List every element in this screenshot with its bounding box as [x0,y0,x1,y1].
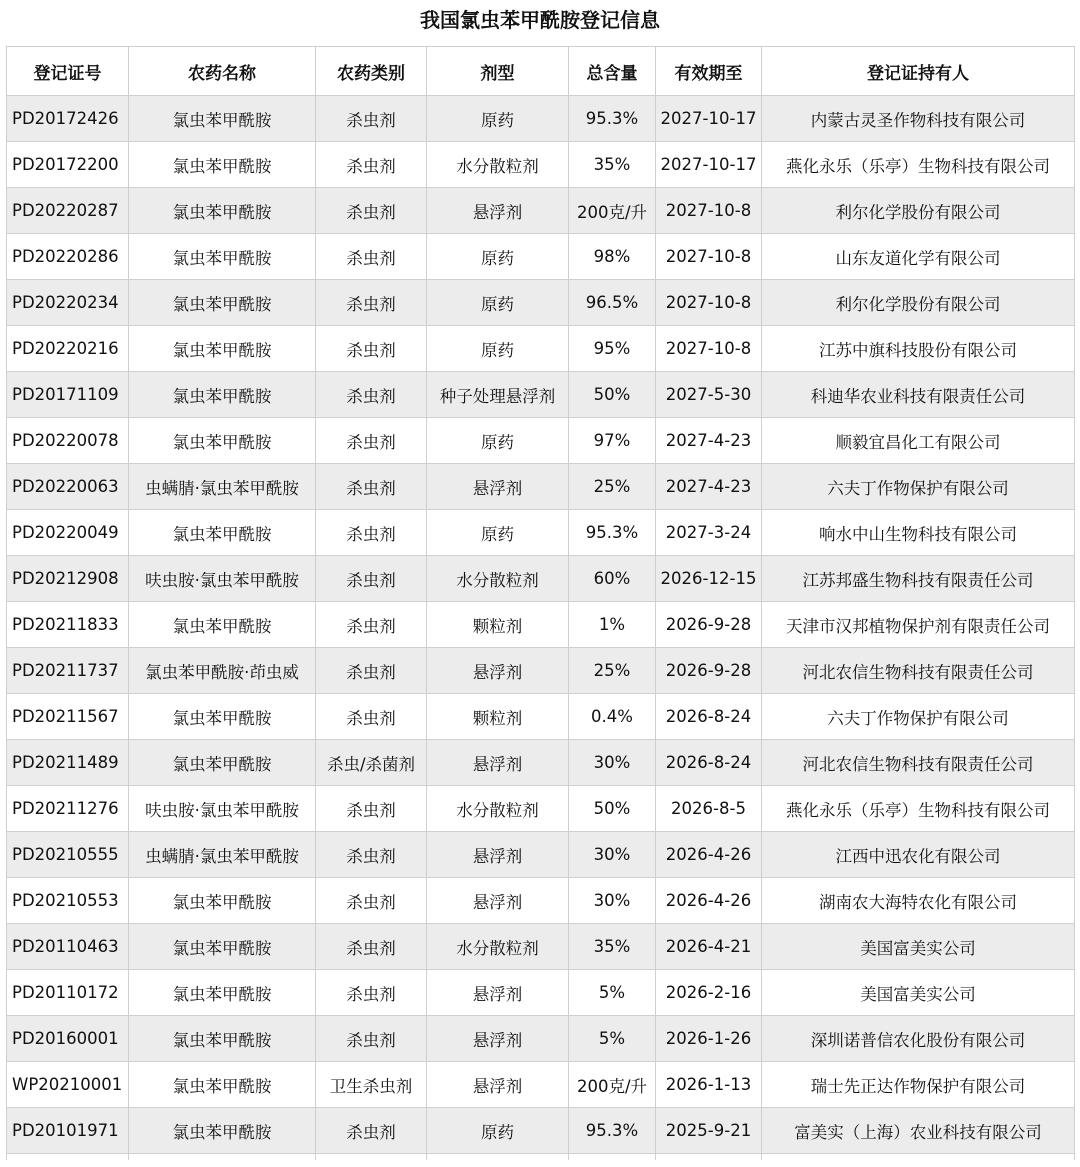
pesticide-category-cell: 杀虫剂 [316,786,427,832]
total-content-cell: 200克/升 [569,188,656,234]
pesticide-category-cell: 杀虫剂 [316,280,427,326]
pesticide-category-cell: 杀虫剂 [316,96,427,142]
pesticide-name-cell: 呋虫胺·氯虫苯甲酰胺 [129,556,316,602]
header-valid-until: 有效期至 [656,47,762,96]
total-content-cell: 97% [569,418,656,464]
valid-until-cell: 2027-10-8 [656,326,762,372]
pesticide-name-cell: 氯虫苯甲酰胺 [129,970,316,1016]
formulation-cell: 颗粒剂 [427,694,569,740]
table-row [7,326,1075,372]
registration-number-cell: PD20220234 [7,280,129,326]
table-row [7,280,1075,326]
formulation-cell: 水分散粒剂 [427,786,569,832]
formulation-cell: 原药 [427,280,569,326]
valid-until-cell: 2026-2-16 [656,970,762,1016]
table-row [7,1108,1075,1154]
pesticide-name-cell: 氯虫苯甲酰胺 [129,326,316,372]
formulation-cell: 悬浮剂 [427,464,569,510]
holder-cell: 顺毅宜昌化工有限公司 [762,418,1075,464]
registration-number-cell: PD20171109 [7,372,129,418]
registration-number-cell: PD20210555 [7,832,129,878]
valid-until-cell: 2026-4-21 [656,924,762,970]
registration-number-cell: PD20110172 [7,970,129,1016]
formulation-cell: 水分散粒剂 [427,556,569,602]
valid-until-cell: 2027-10-8 [656,234,762,280]
registration-number-cell: PD20211276 [7,786,129,832]
valid-until-cell: 2027-3-24 [656,510,762,556]
valid-until-cell: 2026-8-24 [656,740,762,786]
valid-until-cell: 2026-1-26 [656,1016,762,1062]
pesticide-name-cell: 氯虫苯甲酰胺 [129,740,316,786]
registration-number-cell: PD20220216 [7,326,129,372]
holder-cell: 利尔化学股份有限公司 [762,188,1075,234]
registration-number-cell: WP20210001 [7,1062,129,1108]
formulation-cell: 悬浮剂 [427,740,569,786]
valid-until-cell: 2026-12-15 [656,556,762,602]
holder-cell: 美国富美实公司 [762,924,1075,970]
table-row [7,188,1075,234]
formulation-cell: 原药 [427,234,569,280]
total-content-cell: 95.3% [569,510,656,556]
formulation-cell: 种子处理悬浮剂 [427,372,569,418]
total-content-cell: 200克/升 [569,1062,656,1108]
holder-cell: 河北农信生物科技有限责任公司 [762,648,1075,694]
formulation-cell: 原药 [427,510,569,556]
registration-number-cell: PD20172200 [7,142,129,188]
registration-number-cell: PD20220049 [7,510,129,556]
total-content-cell: 50% [569,372,656,418]
holder-cell: 深圳诺普信农化股份有限公司 [762,1016,1075,1062]
total-content-cell: 35% [569,142,656,188]
pesticide-name-cell: 氯虫苯甲酰胺 [129,142,316,188]
pesticide-category-cell: 杀虫剂 [316,326,427,372]
table-cell-partial [569,1154,656,1161]
holder-cell: 内蒙古灵圣作物科技有限公司 [762,96,1075,142]
registration-number-cell: PD20211489 [7,740,129,786]
table-row [7,418,1075,464]
pesticide-category-cell: 杀虫剂 [316,832,427,878]
header-total-content: 总含量 [569,47,656,96]
pesticide-name-cell: 氯虫苯甲酰胺 [129,924,316,970]
total-content-cell: 95.3% [569,96,656,142]
page-title: 我国氯虫苯甲酰胺登记信息 [420,8,660,32]
registration-number-cell: PD20211833 [7,602,129,648]
table-row [7,694,1075,740]
registration-number-cell: PD20212908 [7,556,129,602]
total-content-cell: 5% [569,970,656,1016]
total-content-cell: 1% [569,602,656,648]
holder-cell: 美国富美实公司 [762,970,1075,1016]
pesticide-category-cell: 杀虫剂 [316,510,427,556]
total-content-cell: 96.5% [569,280,656,326]
total-content-cell: 25% [569,648,656,694]
pesticide-category-cell: 杀虫剂 [316,142,427,188]
formulation-cell: 水分散粒剂 [427,142,569,188]
holder-cell: 燕化永乐（乐亭）生物科技有限公司 [762,142,1075,188]
pesticide-category-cell: 杀虫剂 [316,1016,427,1062]
pesticide-category-cell: 杀虫/杀菌剂 [316,740,427,786]
table-row [7,96,1075,142]
table-row [7,648,1075,694]
holder-cell: 湖南农大海特农化有限公司 [762,878,1075,924]
pesticide-name-cell: 氯虫苯甲酰胺 [129,418,316,464]
pesticide-name-cell: 呋虫胺·氯虫苯甲酰胺 [129,786,316,832]
holder-cell: 天津市汉邦植物保护剂有限责任公司 [762,602,1075,648]
table-cell-partial [656,1154,762,1161]
pesticide-name-cell: 氯虫苯甲酰胺·茚虫威 [129,648,316,694]
total-content-cell: 30% [569,832,656,878]
formulation-cell: 原药 [427,96,569,142]
formulation-cell: 悬浮剂 [427,1062,569,1108]
formulation-cell: 原药 [427,1108,569,1154]
registration-number-cell: PD20211737 [7,648,129,694]
holder-cell: 江苏中旗科技股份有限公司 [762,326,1075,372]
pesticide-category-cell: 卫生杀虫剂 [316,1062,427,1108]
valid-until-cell: 2026-8-5 [656,786,762,832]
pesticide-name-cell: 氯虫苯甲酰胺 [129,602,316,648]
formulation-cell: 悬浮剂 [427,878,569,924]
total-content-cell: 98% [569,234,656,280]
pesticide-name-cell: 氯虫苯甲酰胺 [129,694,316,740]
pesticide-name-cell: 氯虫苯甲酰胺 [129,234,316,280]
formulation-cell: 原药 [427,418,569,464]
holder-cell: 瑞士先正达作物保护有限公司 [762,1062,1075,1108]
valid-until-cell: 2025-9-21 [656,1108,762,1154]
registration-number-cell: PD20101971 [7,1108,129,1154]
registration-number-cell: PD20211567 [7,694,129,740]
table-row [7,464,1075,510]
holder-cell: 科迪华农业科技有限责任公司 [762,372,1075,418]
pesticide-category-cell: 杀虫剂 [316,464,427,510]
holder-cell: 六夫丁作物保护有限公司 [762,464,1075,510]
table-row [7,832,1075,878]
pesticide-category-cell: 杀虫剂 [316,602,427,648]
pesticide-category-cell: 杀虫剂 [316,924,427,970]
table-row [7,786,1075,832]
pesticide-category-cell: 杀虫剂 [316,970,427,1016]
header-formulation: 剂型 [427,47,569,96]
holder-cell: 响水中山生物科技有限公司 [762,510,1075,556]
pesticide-name-cell: 虫螨腈·氯虫苯甲酰胺 [129,464,316,510]
valid-until-cell: 2027-4-23 [656,464,762,510]
formulation-cell: 原药 [427,326,569,372]
registration-number-cell: PD20172426 [7,96,129,142]
valid-until-cell: 2026-9-28 [656,648,762,694]
table-row [7,1016,1075,1062]
total-content-cell: 25% [569,464,656,510]
valid-until-cell: 2027-4-23 [656,418,762,464]
pesticide-category-cell: 杀虫剂 [316,878,427,924]
holder-cell: 江西中迅农化有限公司 [762,832,1075,878]
registration-number-cell: PD20110463 [7,924,129,970]
table-row [7,142,1075,188]
holder-cell: 富美实（上海）农业科技有限公司 [762,1108,1075,1154]
pesticide-name-cell: 氯虫苯甲酰胺 [129,878,316,924]
total-content-cell: 0.4% [569,694,656,740]
pesticide-name-cell: 氯虫苯甲酰胺 [129,372,316,418]
total-content-cell: 5% [569,1016,656,1062]
table-row [7,970,1075,1016]
table-cell-partial [427,1154,569,1161]
header-holder: 登记证持有人 [762,47,1075,96]
table-cell-partial [762,1154,1075,1161]
table-row [7,510,1075,556]
total-content-cell: 60% [569,556,656,602]
pesticide-name-cell: 氯虫苯甲酰胺 [129,188,316,234]
registration-table [6,46,1075,1160]
table-row [7,234,1075,280]
valid-until-cell: 2027-10-17 [656,142,762,188]
valid-until-cell: 2027-10-8 [656,188,762,234]
registration-number-cell: PD20220286 [7,234,129,280]
formulation-cell: 颗粒剂 [427,602,569,648]
pesticide-name-cell: 氯虫苯甲酰胺 [129,510,316,556]
table-cell-partial [7,1154,129,1161]
formulation-cell: 悬浮剂 [427,648,569,694]
registration-number-cell: PD20210553 [7,878,129,924]
registration-number-cell: PD20160001 [7,1016,129,1062]
pesticide-category-cell: 杀虫剂 [316,648,427,694]
pesticide-category-cell: 杀虫剂 [316,234,427,280]
registration-number-cell: PD20220287 [7,188,129,234]
table-header-row [7,47,1075,96]
holder-cell: 河北农信生物科技有限责任公司 [762,740,1075,786]
pesticide-name-cell: 虫螨腈·氯虫苯甲酰胺 [129,832,316,878]
pesticide-category-cell: 杀虫剂 [316,372,427,418]
holder-cell: 利尔化学股份有限公司 [762,280,1075,326]
valid-until-cell: 2027-10-8 [656,280,762,326]
holder-cell: 江苏邦盛生物科技有限责任公司 [762,556,1075,602]
formulation-cell: 悬浮剂 [427,1016,569,1062]
total-content-cell: 30% [569,740,656,786]
valid-until-cell: 2027-10-17 [656,96,762,142]
table-row [7,924,1075,970]
header-pesticide-category: 农药类别 [316,47,427,96]
formulation-cell: 悬浮剂 [427,188,569,234]
header-pesticide-name: 农药名称 [129,47,316,96]
valid-until-cell: 2026-4-26 [656,832,762,878]
pesticide-category-cell: 杀虫剂 [316,188,427,234]
table-row-partial [7,1154,1075,1161]
table-row [7,878,1075,924]
holder-cell: 六夫丁作物保护有限公司 [762,694,1075,740]
total-content-cell: 50% [569,786,656,832]
total-content-cell: 35% [569,924,656,970]
pesticide-name-cell: 氯虫苯甲酰胺 [129,280,316,326]
total-content-cell: 95% [569,326,656,372]
pesticide-category-cell: 杀虫剂 [316,556,427,602]
holder-cell: 燕化永乐（乐亭）生物科技有限公司 [762,786,1075,832]
header-registration-number: 登记证号 [7,47,129,96]
pesticide-category-cell: 杀虫剂 [316,694,427,740]
table-cell-partial [316,1154,427,1161]
formulation-cell: 悬浮剂 [427,970,569,1016]
pesticide-category-cell: 杀虫剂 [316,1108,427,1154]
valid-until-cell: 2026-9-28 [656,602,762,648]
pesticide-name-cell: 氯虫苯甲酰胺 [129,1016,316,1062]
table-row [7,602,1075,648]
pesticide-name-cell: 氯虫苯甲酰胺 [129,96,316,142]
table-row [7,556,1075,602]
pesticide-name-cell: 氯虫苯甲酰胺 [129,1108,316,1154]
total-content-cell: 30% [569,878,656,924]
registration-number-cell: PD20220078 [7,418,129,464]
registration-number-cell: PD20220063 [7,464,129,510]
formulation-cell: 悬浮剂 [427,832,569,878]
valid-until-cell: 2026-8-24 [656,694,762,740]
total-content-cell: 95.3% [569,1108,656,1154]
pesticide-category-cell: 杀虫剂 [316,418,427,464]
holder-cell: 山东友道化学有限公司 [762,234,1075,280]
valid-until-cell: 2026-4-26 [656,878,762,924]
table-row [7,1062,1075,1108]
table-cell-partial [129,1154,316,1161]
valid-until-cell: 2026-1-13 [656,1062,762,1108]
formulation-cell: 水分散粒剂 [427,924,569,970]
valid-until-cell: 2027-5-30 [656,372,762,418]
table-row [7,740,1075,786]
table-row [7,372,1075,418]
pesticide-name-cell: 氯虫苯甲酰胺 [129,1062,316,1108]
